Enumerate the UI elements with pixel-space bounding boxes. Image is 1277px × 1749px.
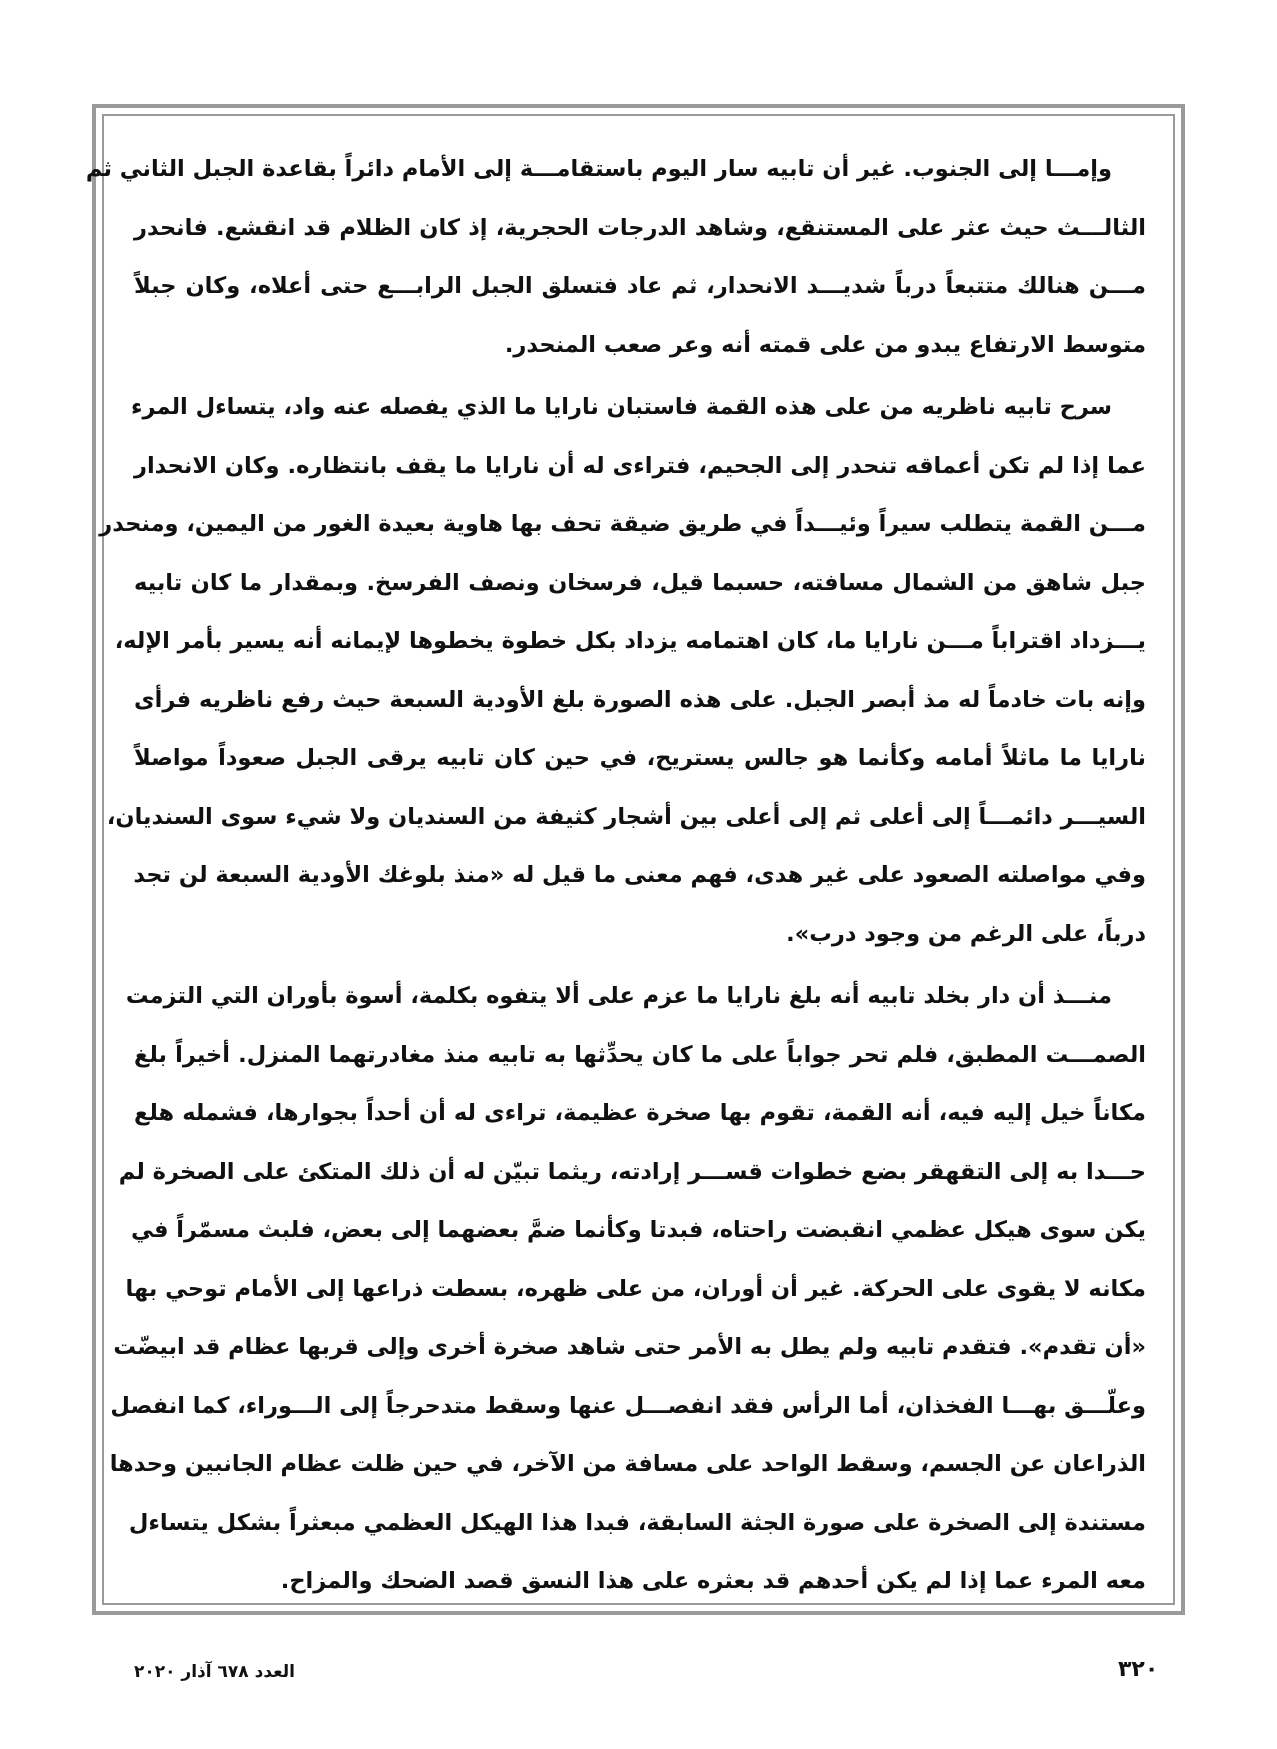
text-line: مستندة إلى الصخرة على صورة الجثة السابقة، فبدا هذا الهيكل العظمي مبعثراً بشكل يتساءل [128,1509,1146,1536]
text-line: السيـــر دائمـــاً إلى أعلى ثم إلى أعلى بين أشجار كثيفة من السنديان ولا شيء سوى السنديان، [106,803,1146,830]
footer-issue-info: العدد ٦٧٨ آذار ٢٠٢٠ [134,1662,295,1682]
text-line: معه المرء عما إذا لم يكن أحدهم قد بعثره على هذا النسق قصد الضحك والمزاح. [280,1568,1146,1594]
text-line: مـــن القمة يتطلب سيراً وئيـــداً في طريق ضيقة تحف بها هاوية بعيدة الغور من اليمين، ومنحدر [99,511,1146,537]
paragraph [99,378,1146,963]
text-line: الذراعان عن الجسم، وسقط الواحد على مسافة من الآخر، في حين ظلت عظام الجانبين وحدها [109,1451,1146,1477]
text-line: عما إذا لم تكن أعماقه تنحدر إلى الجحيم، فتراءى له أن نارايا ما يقف بانتظاره. وكان الانحدار [134,452,1146,479]
text-line: وإمـــا إلى الجنوب. غير أن تابيه سار اليوم باستقامـــة إلى الأمام دائراً بقاعدة الجبل الثاني ثم [85,156,1112,182]
text-line: «أن تقدم». فتقدم تابيه ولم يطل به الأمر حتى شاهد صخرة أخرى وإلى قربها عظام قد ابيضّت [113,1334,1146,1360]
paragraph [109,967,1146,1611]
text-line: متوسط الارتفاع يبدو من على قمته أنه وعر صعب المنحدر. [504,331,1146,358]
paragraph [85,140,1146,374]
text-line: الصمـــت المطبق، فلم تحر جواباً على ما كان يحدِّثها به تابيه منذ مغادرتهما المنزل. أخيراً بلغ [134,1041,1146,1068]
text-line: جبل شاهق من الشمال مسافته، حسبما قيل، فرسخان ونصف الفرسخ. وبمقدار ما كان تابيه [134,569,1146,596]
text-line: مـــن هنالك متتبعاً درباً شديـــد الانحدار، ثم عاد فتسلق الجبل الرابـــع حتى أعلاه، وكان جبلاً [134,273,1146,299]
text-line: نارايا ما ماثلاً أمامه وكأنما هو جالس يستريح، في حين كان تابيه يرقى الجبل صعوداً مواصلاً [134,745,1146,771]
text-line: مكاناً خيل إليه فيه، أنه القمة، تقوم بها صخرة عظيمة، تراءى له أن أحداً بجوارها، فشمله هلع [134,1100,1146,1126]
text-line: يـــزداد اقتراباً مـــن نارايا ما، كان اهتمامه يزداد بكل خطوة يخطوها لإيمانه أنه يسير بأمر الإله، [114,628,1146,654]
text-line: درباً، على الرغم من وجود درب». [786,920,1146,947]
text-line: مكانه لا يقوى على الحركة. غير أن أوران، من على ظهره، بسطت ذراعها إلى الأمام توحي بها [125,1275,1146,1302]
article-body [85,140,1146,1611]
page-number: ٣٢٠ [1118,1657,1159,1682]
text-line: يكن سوى هيكل عظمي انقبضت راحتاه، فبدتا وكأنما ضمَّ بعضهما إلى بعض، فلبث مسمّراً في [130,1217,1146,1243]
text-line: وفي مواصلته الصعود على غير هدى، فهم معنى ما قيل له «منذ بلوغك الأودية السبعة لن تجد [133,862,1146,888]
text-line: منـــذ أن دار بخلد تابيه أنه بلغ نارايا ما عزم على ألا يتفوه بكلمة، أسوة بأوران التي التزمت [125,983,1112,1009]
text-line: وإنه بات خادماً له مذ أبصر الجبل. على هذه الصورة بلغ الأودية السبعة حيث رفع ناظريه فرأى [134,686,1146,713]
text-line: الثالـــث حيث عثر على المستنقع، وشاهد الدرجات الحجرية، إذ كان الظلام قد انقشع. فانحدر [134,214,1146,241]
text-line: سرح تابيه ناظريه من على هذه القمة فاستبان نارايا ما الذي يفصله عنه واد، يتساءل المرء [131,394,1112,420]
text-line: حـــدا به إلى التقهقر بضع خطوات قســـر إرادته، ريثما تبيّن له أن ذلك المتكئ على الصخرة لم [118,1158,1146,1185]
text-line: وعلّـــق بهـــا الفخذان، أما الرأس فقد انفصـــل عنها وسقط متدحرجاً إلى الـــوراء، كما انفصل [110,1392,1146,1419]
